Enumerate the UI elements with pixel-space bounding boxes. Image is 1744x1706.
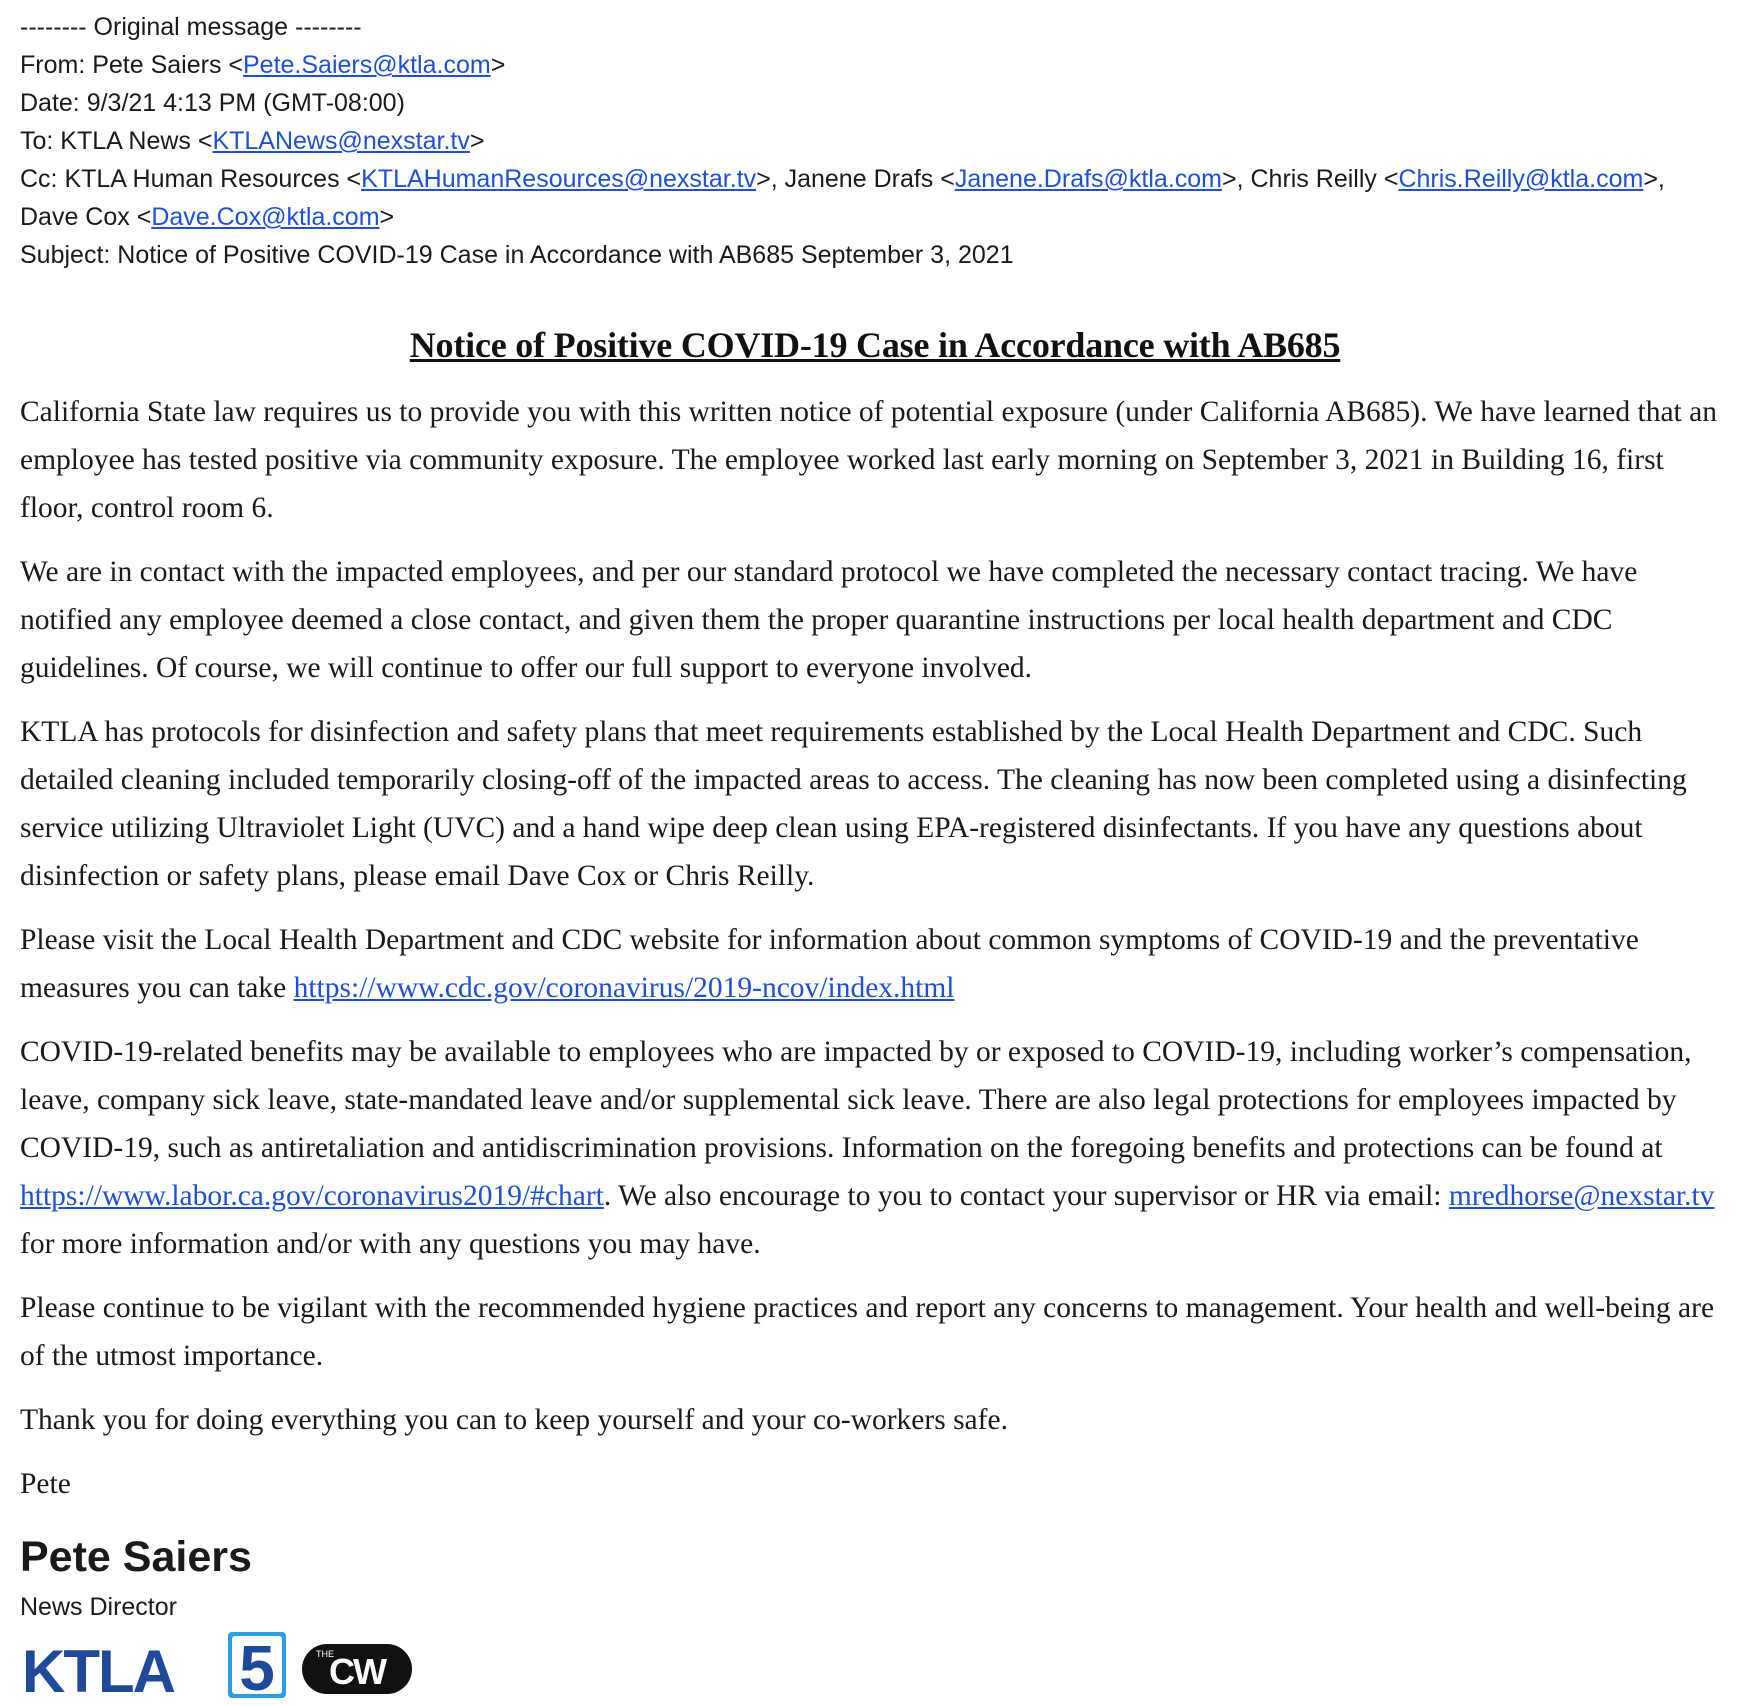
- cdc-info-text: Please visit the Local Health Department and CDC website for information about common symptoms of COVID-19 and the preventative measures you can take: [20, 924, 1639, 1004]
- cc-email-link-chris[interactable]: Chris.Reilly@ktla.com: [1398, 165, 1644, 193]
- ktla-logo-text: KTLA: [22, 1638, 174, 1705]
- paragraph-exposure-notice: California State law requires us to provide you with this written notice of potential exposure (under California AB685). We have learned that an employee has tested positive via community exposure. The employee worked last early morning on September 3, 2021 in Building 16, first floor, control room 6.: [20, 396, 1717, 524]
- cc-email-link-janene[interactable]: Janene.Drafs@ktla.com: [954, 165, 1222, 193]
- from-email-link[interactable]: Pete.Saiers@ktla.com: [243, 51, 491, 79]
- from-close: >: [490, 51, 506, 79]
- paragraph-benefits: [20, 1028, 1720, 1268]
- ktla-cw-logo: [20, 1630, 1730, 1706]
- hr-email-link[interactable]: mredhorse@nexstar.tv: [1448, 1180, 1715, 1212]
- cc-email-link-dave[interactable]: Dave.Cox@ktla.com: [151, 203, 380, 231]
- labor-link[interactable]: https://www.labor.ca.gov/coronavirus2019/#chart: [20, 1180, 604, 1212]
- cw-logo-small-text: THE: [316, 1649, 334, 1659]
- from-line: [20, 46, 1730, 84]
- benefits-text: for more information and/or with any questions you may have.: [20, 1228, 761, 1260]
- paragraph-thank-you: Thank you for doing everything you can to keep yourself and your co-workers safe.: [20, 1404, 1008, 1436]
- email-body: [20, 388, 1720, 1508]
- cc-separator: >, Chris Reilly <: [1222, 165, 1399, 193]
- to-label: To: KTLA News <: [20, 127, 213, 155]
- paragraph-disinfection: KTLA has protocols for disinfection and safety plans that meet requirements established by the Local Health Department and CDC. Such detailed cleaning included temporarily closing-off of the impacted areas to access. The cleaning has now been completed using a disinfecting service utilizing Ultraviolet Light (UVC) and a hand wipe deep clean using EPA-registered disinfectants. If you have any questions about disinfection or safety plans, please email Dave Cox or Chris Reilly.: [20, 716, 1687, 892]
- closing-name: Pete: [20, 1468, 71, 1500]
- benefits-text: . We also encourage to you to contact your supervisor or HR via email:: [603, 1180, 1449, 1212]
- paragraph-hygiene: Please continue to be vigilant with the recommended hygiene practices and report any concerns to management. Your health and well-being are of the utmost importance.: [20, 1292, 1715, 1372]
- date-line: Date: 9/3/21 4:13 PM (GMT-08:00): [20, 89, 405, 117]
- to-email-link[interactable]: KTLANews@nexstar.tv: [212, 127, 470, 155]
- ktla-five-number: 5: [239, 1632, 275, 1704]
- cc-close: >: [379, 203, 395, 231]
- signature-name: Pete Saiers: [20, 1533, 252, 1581]
- original-message-separator: -------- Original message --------: [20, 13, 362, 41]
- paragraph-contact-tracing: We are in contact with the impacted employees, and per our standard protocol we have completed the necessary contact tracing. We have notified any employee deemed a close contact, and given them the proper quarantine instructions per local health department and CDC guidelines. Of course, we will continue to offer our full support to everyone involved.: [20, 556, 1638, 684]
- benefits-text: COVID-19-related benefits may be available to employees who are impacted by or exposed to COVID-19, including worker’s compensation, leave, company sick leave, state-mandated leave and/or supplemental sick leave. There are also legal protections for employees impacted by COVID-19, such as antiretaliation and antidiscrimination provisions. Information on the foregoing benefits and protections can be found at: [20, 1036, 1692, 1164]
- cc-email-link-hr[interactable]: KTLAHumanResources@nexstar.tv: [361, 165, 757, 193]
- to-line: [20, 122, 1730, 160]
- to-close: >: [469, 127, 485, 155]
- email-message: [20, 8, 1730, 1706]
- cc-separator: >, Dave Cox <: [20, 165, 1665, 231]
- cc-separator: >, Janene Drafs <: [756, 165, 955, 193]
- cc-label: Cc: KTLA Human Resources <: [20, 165, 362, 193]
- notice-title: Notice of Positive COVID-19 Case in Accordance with AB685: [409, 325, 1341, 365]
- subject-line: Subject: Notice of Positive COVID-19 Case in Accordance with AB685 September 3, 2021: [20, 241, 1014, 269]
- signature-title: News Director: [20, 1593, 177, 1621]
- cdc-link[interactable]: https://www.cdc.gov/coronavirus/2019-ncov/index.html: [293, 972, 955, 1004]
- ktla-logo-icon: [20, 1630, 420, 1706]
- cc-line: [20, 160, 1730, 236]
- paragraph-cdc-info: [20, 916, 1720, 1012]
- cw-logo-text: CW: [329, 1651, 385, 1692]
- from-label: From: Pete Saiers <: [20, 51, 243, 79]
- email-header: [20, 8, 1730, 274]
